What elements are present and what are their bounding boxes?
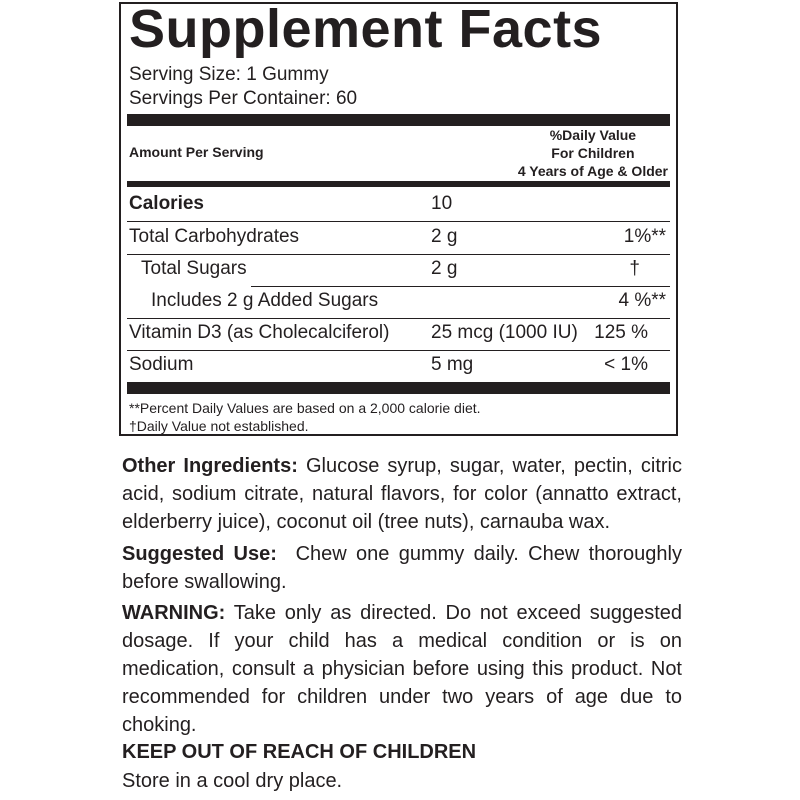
thick-divider-bottom	[127, 382, 670, 394]
serving-size: Serving Size: 1 Gummy	[129, 64, 329, 85]
nutrient-amount: 2 g	[431, 226, 458, 247]
other-ingredients-text: Glucose syrup, sugar, water, pectin, citric acid, sodium citrate, natural flavors, for color (annatto extract, elderberry juice), coconut oil (tree nuts), carnauba wax.	[122, 455, 682, 533]
suggested-use	[122, 540, 688, 596]
nutrient-amount: 2 g	[431, 258, 458, 279]
nutrient-name: Vitamin D3 (as Cholecalciferol)	[129, 322, 390, 343]
amount-per-serving-header: Amount Per Serving	[129, 144, 264, 160]
daily-value-header	[518, 126, 668, 180]
nutrient-name: Includes 2 g Added Sugars	[151, 290, 379, 311]
thick-divider-top	[127, 114, 670, 126]
footnote-dv-not-established: †Daily Value not established.	[129, 418, 309, 434]
nutrient-name: Sodium	[129, 354, 194, 375]
nutrient-amount: 10	[431, 193, 453, 214]
storage-instructions: Store in a cool dry place.	[122, 770, 343, 792]
warning-label: WARNING:	[122, 602, 226, 624]
servings-per-container: Servings Per Container: 60	[129, 88, 358, 109]
warning	[122, 599, 682, 739]
nutrient-dv: 125 %	[594, 322, 648, 343]
nutrient-dv: < 1%	[604, 354, 648, 375]
supplement-facts-panel	[119, 2, 678, 436]
nutrient-dv: 1%**	[623, 226, 666, 247]
nutrient-amount: 25 mcg (1000 IU)	[431, 322, 578, 343]
suggested-use-label: Suggested Use:	[122, 543, 277, 565]
nutrient-dv: 4 %**	[618, 290, 666, 311]
nutrient-name: Calories	[129, 193, 204, 214]
keep-out-of-reach: KEEP OUT OF REACH OF CHILDREN	[122, 741, 477, 763]
nutrient-amount: 5 mg	[431, 354, 474, 375]
panel-title: Supplement Facts	[129, 0, 603, 59]
nutrient-name: Total Carbohydrates	[129, 226, 300, 247]
other-ingredients	[122, 452, 682, 536]
dv-header-line-3: 4 Years of Age & Older	[517, 163, 668, 179]
nutrient-name: Total Sugars	[141, 258, 247, 279]
nutrient-row-total-sugars	[127, 254, 670, 286]
nutrient-row-added-sugars	[127, 286, 670, 318]
nutrient-row-vitamin-d3	[127, 318, 670, 350]
nutrient-row-calories	[127, 189, 670, 221]
suggested-use-text: Chew one gummy daily. Chew thoroughly before swallowing.	[122, 543, 688, 593]
medium-divider	[127, 181, 670, 187]
dv-header-line-2: For Children	[551, 145, 635, 161]
dv-header-line-1: %Daily Value	[549, 127, 637, 143]
nutrient-dv: †	[629, 258, 640, 279]
nutrient-row-carbohydrates	[127, 222, 670, 254]
other-ingredients-label: Other Ingredients:	[122, 455, 298, 477]
footnote-percent-dv: **Percent Daily Values are based on a 2,000 calorie diet.	[129, 400, 481, 416]
warning-text: Take only as directed. Do not exceed suggested dosage. If your child has a medical condition or is on medication, consult a physician before using this product. Not recommended for children under two years of age due to choking.	[122, 602, 682, 736]
nutrient-row-sodium	[127, 350, 670, 382]
